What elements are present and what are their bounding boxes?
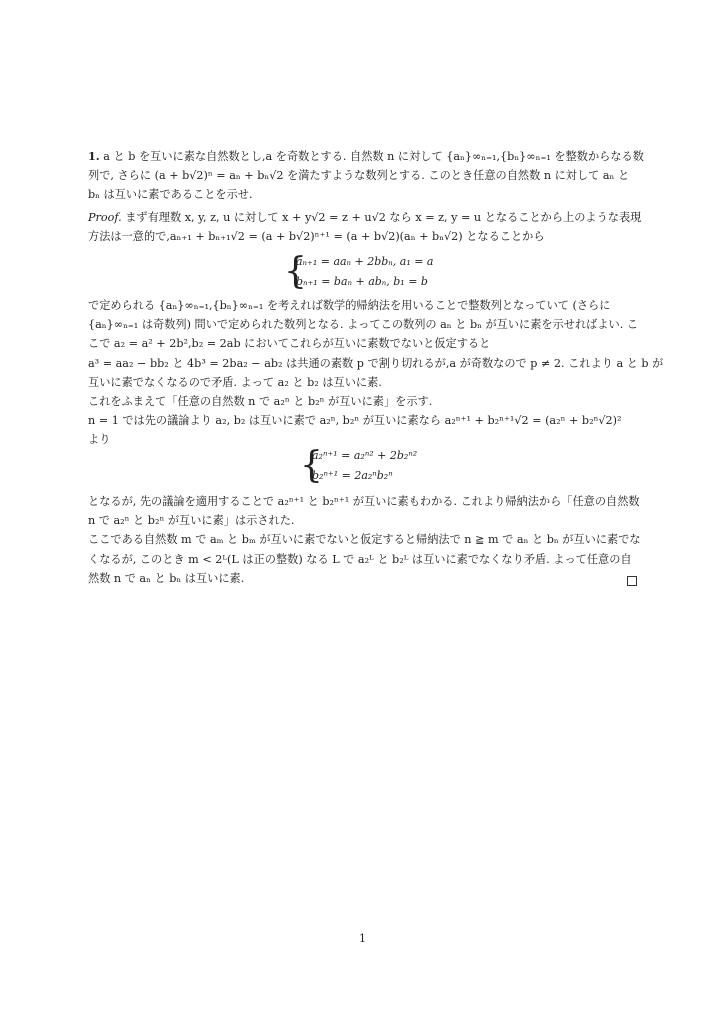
paragraph-line: {aₙ}∞ₙ₌₁ は奇数列) 問いで定められた数列となる. よってこの数列の aₙ と bₙ が互いに素を示せればよい. こ — [88, 318, 639, 332]
paragraph-line: より — [88, 433, 111, 447]
left-brace: { — [300, 445, 323, 486]
squared-system — [300, 446, 480, 486]
squared-b: b₂ⁿ⁺¹ = 2a₂ⁿb₂ⁿ — [312, 469, 393, 482]
squared-a: a₂ⁿ⁺¹ = a₂ⁿ² + 2b₂ⁿ² — [312, 449, 418, 462]
qed-square-icon — [627, 576, 637, 586]
left-brace: { — [284, 251, 307, 292]
page-number: 1 — [359, 932, 366, 945]
recurrence-a: aₙ₊₁ = aaₙ + 2bbₙ, a₁ = a — [296, 255, 434, 268]
problem-statement — [88, 147, 644, 205]
paragraph-line: ここである自然数 m で aₘ と bₘ が互いに素でないと仮定すると帰納法で n ≧ m で aₙ と bₙ が互いに素でな — [88, 533, 641, 547]
paragraph-line: 然数 n で aₙ と bₙ は互いに素. — [88, 571, 245, 585]
proof-label: Proof. — [88, 211, 122, 224]
paragraph-line: くなるが, このとき m < 2ᴸ(L は正の整数) なる L で a₂ᴸ と b₂ᴸ は互いに素でなくなり矛盾. よって任意の自 — [88, 552, 632, 566]
problem-line-1: 1. a と b を互いに素な自然数とし,a を奇数とする. 自然数 n に対して {aₙ}∞ₙ₌₁,{bₙ}∞ₙ₌₁ を整数からなる数 — [88, 149, 644, 163]
proof-line-2: 方法は一意的で,aₙ₊₁ + bₙ₊₁√2 = (a + b√2)ⁿ⁺¹ = (a + b√2)(aₙ + bₙ√2) となることから — [88, 230, 545, 244]
problem-number: 1. — [88, 149, 100, 163]
paragraph-line: n で a₂ⁿ と b₂ⁿ が互いに素」は示された. — [88, 514, 295, 528]
paragraph-line: a³ = aa₂ − bb₂ と 4b³ = 2ba₂ − ab₂ は共通の素数 p で割り切れるが,a が奇数なので p ≠ 2. これより a と b が — [88, 356, 664, 370]
proof-intro — [88, 208, 640, 246]
paragraph-line: こで a₂ = a² + 2b²,b₂ = 2ab においてこれらが互いに素数でないと仮定すると — [88, 337, 491, 351]
paragraph-line: となるが, 先の議論を適用することで a₂ⁿ⁺¹ と b₂ⁿ⁺¹ が互いに素もわかる. これより帰納法から「任意の自然数 — [88, 495, 640, 508]
proof-paragraph-3 — [88, 492, 640, 588]
problem-line-3: bₙ は互いに素であることを示せ. — [88, 188, 253, 202]
problem-line-2: 列で, さらに (a + b√2)ⁿ = aₙ + bₙ√2 を満たすような数列とする. このとき任意の自然数 n に対して aₙ と — [88, 169, 630, 183]
paragraph-line: これをふまえて「任意の自然数 n で a₂ⁿ と b₂ⁿ が互いに素」を示す. — [88, 394, 433, 408]
recurrence-b: bₙ₊₁ = baₙ + abₙ, b₁ = b — [296, 275, 428, 288]
paragraph-line: 互いに素でなくなるので矛盾. よって a₂ と b₂ は互いに素. — [88, 375, 382, 389]
proof-line-1: Proof. まず有理数 x, y, z, u に対して x + y√2 = z + u√2 なら x = z, y = u となることから上のような表現 — [88, 211, 642, 224]
paragraph-line: で定められる {aₙ}∞ₙ₌₁,{bₙ}∞ₙ₌₁ を考えれば数学的帰納法を用いることで整数列となっていて (さらに — [88, 299, 611, 312]
proof-paragraph-2 — [88, 296, 664, 450]
paragraph-line: n = 1 では先の議論より a₂, b₂ は互いに素で a₂ⁿ, b₂ⁿ が互いに素なら a₂ⁿ⁺¹ + b₂ⁿ⁺¹√2 = (a₂ⁿ + b₂ⁿ√2)² — [88, 414, 622, 428]
recurrence-system — [284, 252, 464, 292]
